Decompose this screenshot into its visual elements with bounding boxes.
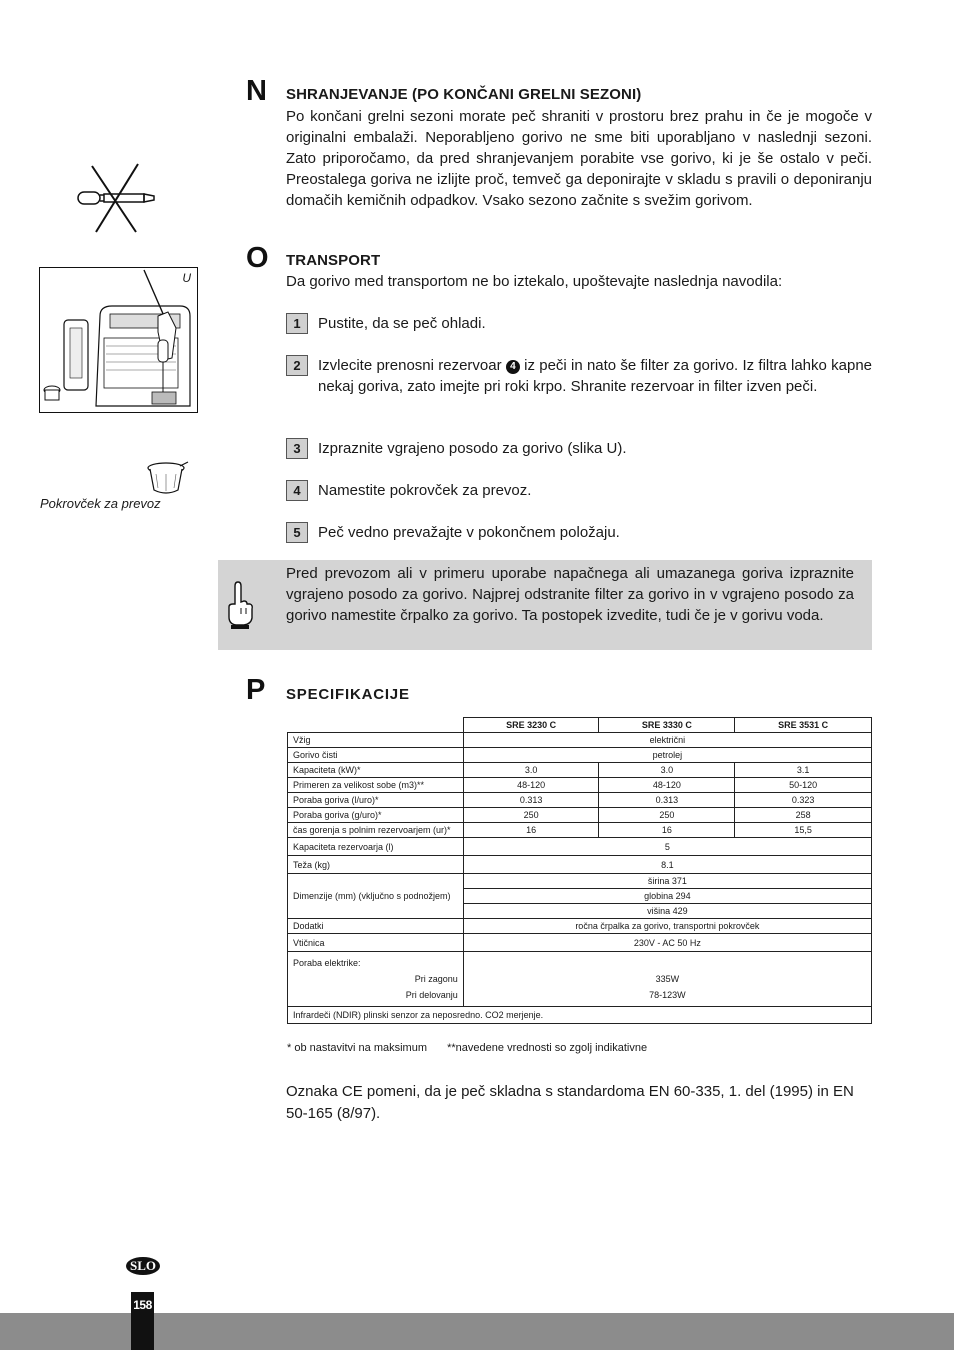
no-screwdriver-icon: [70, 158, 160, 238]
row-label: Dodatki: [288, 919, 464, 934]
footnote: **navedene vrednosti so zgolj indikativne: [447, 1042, 648, 1054]
language-badge: SLO: [126, 1257, 160, 1275]
section-letter-n: N: [246, 75, 267, 107]
row-value: 5: [463, 838, 871, 856]
row-sublabel: Pri delovanju: [405, 990, 458, 1000]
row-value: 0.313: [463, 793, 599, 808]
row-label: Dimenzije (mm) (vključno s podnožjem): [288, 874, 464, 919]
step-text: [318, 355, 872, 397]
step-text-part: iz peči in nato še filter za gorivo. Iz filtra lahko kapne nekaj goriva, zato imejte pri roki krpo. Shranite rezervoar in filter izven peči.: [318, 357, 872, 395]
row-label: Vtičnica: [288, 934, 464, 952]
table-row: [288, 823, 872, 838]
model-header: SRE 3230 C: [463, 718, 599, 733]
transport-cap-icon: [142, 460, 192, 498]
table-header-row: [288, 718, 872, 733]
row-value: 50-120: [735, 778, 872, 793]
row-sublabel: Pri zagonu: [414, 974, 458, 984]
table-row: [288, 1007, 872, 1024]
step-number: 2: [286, 355, 308, 376]
heater-drain-illustration: [40, 268, 197, 412]
step-number: 1: [286, 313, 308, 334]
row-value: 3.1: [735, 763, 872, 778]
footnote: * ob nastavitvi na maksimum: [287, 1042, 427, 1054]
row-label: Poraba elektrike:: [293, 958, 361, 968]
figure-u: [39, 267, 198, 413]
table-row: [288, 793, 872, 808]
table-row: [288, 838, 872, 856]
step-text: Pustite, da se peč ohladi.: [318, 315, 486, 332]
table-row: [288, 763, 872, 778]
step-text-part: Izvlecite prenosni rezervoar: [318, 357, 502, 374]
row-label: Gorivo čisti: [288, 748, 464, 763]
table-row: [288, 748, 872, 763]
row-value: električni: [463, 733, 871, 748]
table-row: [288, 919, 872, 934]
table-row: [288, 874, 872, 889]
power-value-cell: [463, 952, 871, 1007]
step-text: Peč vedno prevažajte v pokončnem položaju.: [318, 524, 620, 541]
pointing-hand-icon: [224, 580, 256, 630]
section-title-storage: SHRANJEVANJE (PO KONČANI GRELNI SEZONI): [286, 86, 642, 103]
warning-box: [218, 560, 872, 650]
section-title-specs: SPECIFIKACIJE: [286, 686, 410, 703]
cap-caption: Pokrovček za prevoz: [40, 496, 161, 511]
table-row: [288, 856, 872, 874]
row-label: Vžig: [288, 733, 464, 748]
row-value: 16: [599, 823, 735, 838]
model-header: SRE 3330 C: [599, 718, 735, 733]
row-value: 48-120: [599, 778, 735, 793]
ce-statement: Oznaka CE pomeni, da je peč skladna s standardoma EN 60-335, 1. del (1995) in EN 50-165 (8/97).: [286, 1083, 854, 1122]
row-value: petrolej: [463, 748, 871, 763]
step-number: 4: [286, 480, 308, 501]
warning-text: Pred prevozom ali v primeru uporabe napačnega ali umazanega goriva izpraznite vgrajeno posodo za gorivo. Najprej odstranite filter za gorivo in v vgrajeno posodo za gorivo namestite črpalko za gorivo. Ta postopek izvedite, tudi če je v gorivu voda.: [286, 565, 854, 624]
row-value: 335W: [655, 974, 680, 984]
table-row: [288, 808, 872, 823]
row-value: 3.0: [463, 763, 599, 778]
page-number: 158: [133, 1298, 152, 1312]
model-header: SRE 3531 C: [735, 718, 872, 733]
section-letter-o: O: [246, 242, 269, 274]
table-row: [288, 733, 872, 748]
row-value: 3.0: [599, 763, 735, 778]
step-text: Namestite pokrovček za prevoz.: [318, 482, 532, 499]
row-value: 250: [599, 808, 735, 823]
sensor-note: Infrardeči (NDIR) plinski senzor za neposredno. CO2 merjenje.: [288, 1007, 872, 1024]
row-value: 258: [735, 808, 872, 823]
row-label: Poraba goriva (l/uro)*: [288, 793, 464, 808]
row-value: 230V - AC 50 Hz: [463, 934, 871, 952]
step-text: Izpraznite vgrajeno posodo za gorivo (slika U).: [318, 440, 627, 457]
step-number: 5: [286, 522, 308, 543]
section-title-transport: TRANSPORT: [286, 252, 381, 269]
reference-number-icon: 4: [506, 360, 520, 374]
power-label-cell: [288, 952, 464, 1007]
step-number: 3: [286, 438, 308, 459]
row-label: Teža (kg): [288, 856, 464, 874]
row-value: 0.323: [735, 793, 872, 808]
row-value: globina 294: [463, 889, 871, 904]
figure-u-label: U: [182, 271, 191, 285]
transport-intro: Da gorivo med transportom ne bo iztekalo, upoštevajte naslednja navodila:: [286, 273, 783, 290]
row-label: Kapaciteta (kW)*: [288, 763, 464, 778]
table-row: [288, 952, 872, 1007]
row-label: Kapaciteta rezervoarja (l): [288, 838, 464, 856]
row-value: 8.1: [463, 856, 871, 874]
row-value: širina 371: [463, 874, 871, 889]
row-value: 15,5: [735, 823, 872, 838]
row-value: 250: [463, 808, 599, 823]
table-row: [288, 778, 872, 793]
row-label: Poraba goriva (g/uro)*: [288, 808, 464, 823]
row-label: čas gorenja s polnim rezervoarjem (ur)*: [288, 823, 464, 838]
empty-cell: [288, 718, 464, 733]
row-value: 0.313: [599, 793, 735, 808]
table-row: [288, 934, 872, 952]
row-label: Primeren za velikost sobe (m3)**: [288, 778, 464, 793]
storage-paragraph: Po končani grelni sezoni morate peč shraniti v prostoru brez prahu in če je mogoče v originalni embalaži. Neporabljeno gorivo ne sme biti uporabljano v naslednji sezoni. Zato priporočamo, da pred shranjevanjem porabite vse gorivo, ki je še ostalo v peči. Preostalega goriva ne izlijte proč, temveč ga deponirajte v skladu s pravili o deponiranju domačih kemičnih odpadkov. Vsako sezono začnite s svežim gorivom.: [286, 108, 872, 209]
row-value: 78-123W: [649, 990, 686, 1000]
footnotes: [287, 1042, 647, 1054]
row-value: 48-120: [463, 778, 599, 793]
row-value: višina 429: [463, 904, 871, 919]
row-value: 16: [463, 823, 599, 838]
section-letter-p: P: [246, 674, 266, 706]
specifications-table: [287, 717, 872, 1024]
row-value: ročna črpalka za gorivo, transportni pokrovček: [463, 919, 871, 934]
